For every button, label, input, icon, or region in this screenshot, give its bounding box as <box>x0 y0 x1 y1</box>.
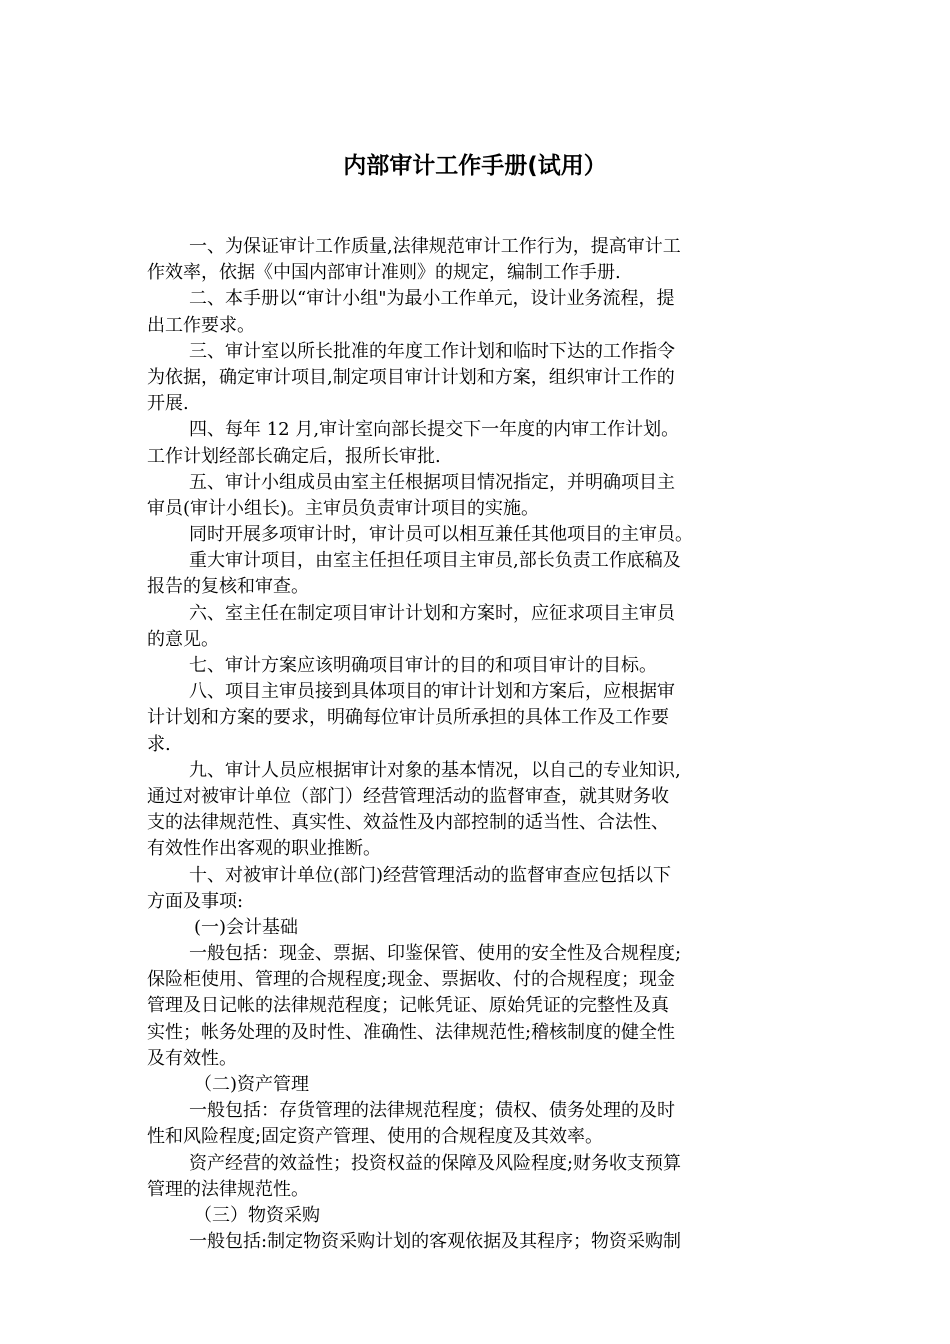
text-line: 有效性作出客观的职业推断。 <box>147 838 381 860</box>
text-line: 十、对被审计单位(部门)经营管理活动的监督审查应包括以下 <box>189 864 672 886</box>
text-line: 作效率，依据《中国内部审计准则》的规定，编制工作手册. <box>147 262 621 284</box>
text-line: 一、为保证审计工作质量,法律规范审计工作行为，提高审计工 <box>189 236 681 257</box>
text-line: 管理的法律规范性。 <box>147 1178 309 1200</box>
document-body <box>147 234 817 1255</box>
text-line: 四、每年 12 月,审计室向部长提交下一年度的内审工作计划。 <box>189 419 680 441</box>
text-line: (一)会计基础 <box>194 916 299 938</box>
text-line: 报告的复核和审查。 <box>147 576 309 598</box>
text-line: （二)资产管理 <box>194 1074 310 1095</box>
text-line: 三、审计室以所长批准的年度工作计划和临时下达的工作指令 <box>189 340 675 362</box>
text-line: 保险柜使用、管理的合规程度;现金、票据收、付的合规程度；现金 <box>147 969 676 991</box>
text-line: 及有效性。 <box>147 1047 237 1069</box>
text-line: 六、室主任在制定项目审计计划和方案时，应征求项目主审员 <box>189 602 675 624</box>
text-line: 计计划和方案的要求，明确每位审计员所承担的具体工作及工作要 <box>147 707 669 729</box>
text-line: 同时开展多项审计时，审计员可以相互兼任其他项目的主审员。 <box>189 524 693 546</box>
document-title: 内部审计工作手册(试用） <box>343 153 607 179</box>
text-line: 工作计划经部长确定后，报所长审批. <box>147 445 441 467</box>
text-line: 性和风险程度;固定资产管理、使用的合规程度及其效率。 <box>147 1126 604 1148</box>
text-line: 管理及日记帐的法律规范程度；记帐凭证、原始凭证的完整性及真 <box>147 995 669 1017</box>
text-line: 一般包括：存货管理的法律规范程度；债权、债务处理的及时 <box>189 1100 675 1122</box>
text-line: 五、审计小组成员由室主任根据项目情况指定，并明确项目主 <box>189 471 675 493</box>
text-line: 一般包括:制定物资采购计划的客观依据及其程序；物资采购制 <box>189 1231 682 1253</box>
text-line: 九、审计人员应根据审计对象的基本情况，以自己的专业知识, <box>189 759 681 781</box>
text-line: （三）物资采购 <box>194 1204 320 1226</box>
text-line: 开展. <box>147 393 189 415</box>
text-line: 实性；帐务处理的及时性、准确性、法律规范性;稽核制度的健全性 <box>147 1021 676 1043</box>
text-line: 通过对被审计单位（部门）经营管理活动的监督审查，就其财务收 <box>147 785 669 807</box>
text-line: 七、审计方案应该明确项目审计的目的和项目审计的目标。 <box>189 655 657 676</box>
text-line: 资产经营的效益性；投资权益的保障及风险程度;财务收支预算 <box>189 1152 682 1174</box>
text-line: 重大审计项目，由室主任担任项目主审员,部长负责工作底稿及 <box>189 550 681 572</box>
text-line: 二、本手册以“审计小组"为最小工作单元，设计业务流程，提 <box>189 288 675 310</box>
text-line: 支的法律规范性、真实性、效益性及内部控制的适当性、合法性、 <box>147 812 669 834</box>
text-line: 八、项目主审员接到具体项目的审计计划和方案后，应根据审 <box>189 681 675 703</box>
text-line: 审员(审计小组长)。主审员负责审计项目的实施。 <box>147 497 540 519</box>
text-line: 的意见。 <box>147 628 219 650</box>
text-line: 为依据，确定审计项目,制定项目审计计划和方案，组织审计工作的 <box>147 366 675 388</box>
text-line: 一般包括：现金、票据、印鉴保管、使用的安全性及合规程度; <box>189 943 682 965</box>
text-line: 出工作要求。 <box>147 314 255 336</box>
text-line: 方面及事项: <box>147 890 244 912</box>
text-line: 求. <box>147 733 171 755</box>
